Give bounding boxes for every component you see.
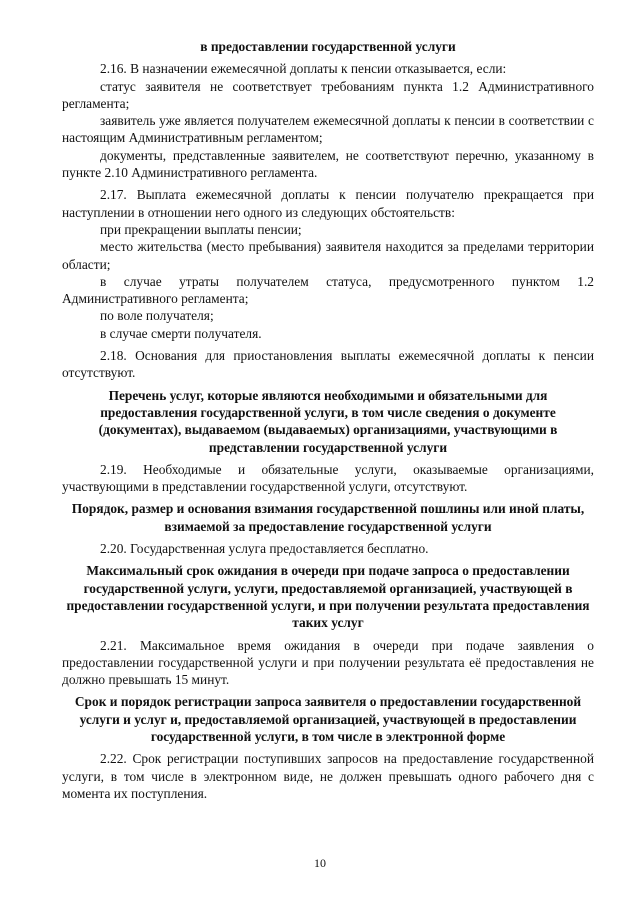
list-item: документы, представленные заявителем, не соответствуют перечню, указанному в пункте 2.10 Административного регламента. [62, 147, 594, 181]
list-item: место жительства (место пребывания) заявителя находится за пределами территории области; [62, 239, 594, 272]
section-heading-services: Перечень услуг, которые являются необходимыми и обязательными для предоставления государственной услуги, в том числе сведения о документе (документах), выдаваемом (выдаваемых) организациями, участвующими в представлении государственной услуги [98, 387, 558, 455]
list-item: в случае смерти получателя. [100, 325, 262, 341]
section-heading-registration: Срок и порядок регистрации запроса заявителя о предоставлении государственной услуги и услуг и, предоставляемой организацией, участвующей в предоставлении государственной услуги, в том числе в электронной форме [74, 694, 582, 744]
document-page [62, 38, 594, 802]
section-heading-continuation: в предоставлении государственной услуги [200, 39, 456, 54]
list-item: в случае утраты получателем статуса, предусмотренного пунктом 1.2 Административного регламента; [62, 273, 594, 307]
list-item: заявитель уже является получателем ежемесячной доплаты к пенсии в соответствии с настоящим Административным регламентом; [62, 113, 594, 146]
section-heading-wait: Максимальный срок ожидания в очереди при подаче запроса о предоставлении государственной услуги, услуги, предоставляемой организацией, участвующей в предоставлении государственной услуги, и при получении результата предоставления таких услуг [66, 563, 590, 631]
section-heading-fee: Порядок, размер и основания взимания государственной пошлины или иной платы, взимаемой за предоставление государственной услуги [71, 501, 585, 534]
paragraph-2-17: 2.17. Выплата ежемесячной доплаты к пенсии получателю прекращается при наступлении в отношении него одного из следующих обстоятельств: [62, 187, 594, 220]
list-item: статус заявителя не соответствует требованиям пункта 1.2 Административного регламента; [62, 78, 594, 111]
paragraph-2-19: 2.19. Необходимые и обязательные услуги, оказываемые организациями, участвующими в представлении государственной услуги, отсутствуют. [62, 461, 594, 495]
paragraph-2-16: 2.16. В назначении ежемесячной доплаты к пенсии отказывается, если: [100, 61, 507, 77]
paragraph-2-20: 2.20. Государственная услуга предоставляется бесплатно. [100, 541, 429, 557]
list-item: при прекращении выплаты пенсии; [100, 221, 302, 237]
list-item: по воле получателя; [100, 308, 214, 324]
paragraph-2-21: 2.21. Максимальное время ожидания в очереди при подаче заявления о предоставлении государственной услуги и при получении результата её предоставления не должно превышать 15 минут. [62, 637, 594, 688]
page-number: 10 [314, 856, 326, 870]
paragraph-2-18: 2.18. Основания для приостановления выплаты ежемесячной доплаты к пенсии отсутствуют. [62, 348, 594, 381]
paragraph-2-22: 2.22. Срок регистрации поступивших запросов на предоставление государственной услуги, в том числе в электронном виде, не должен превышать одного рабочего дня с момента их поступления. [62, 751, 594, 801]
